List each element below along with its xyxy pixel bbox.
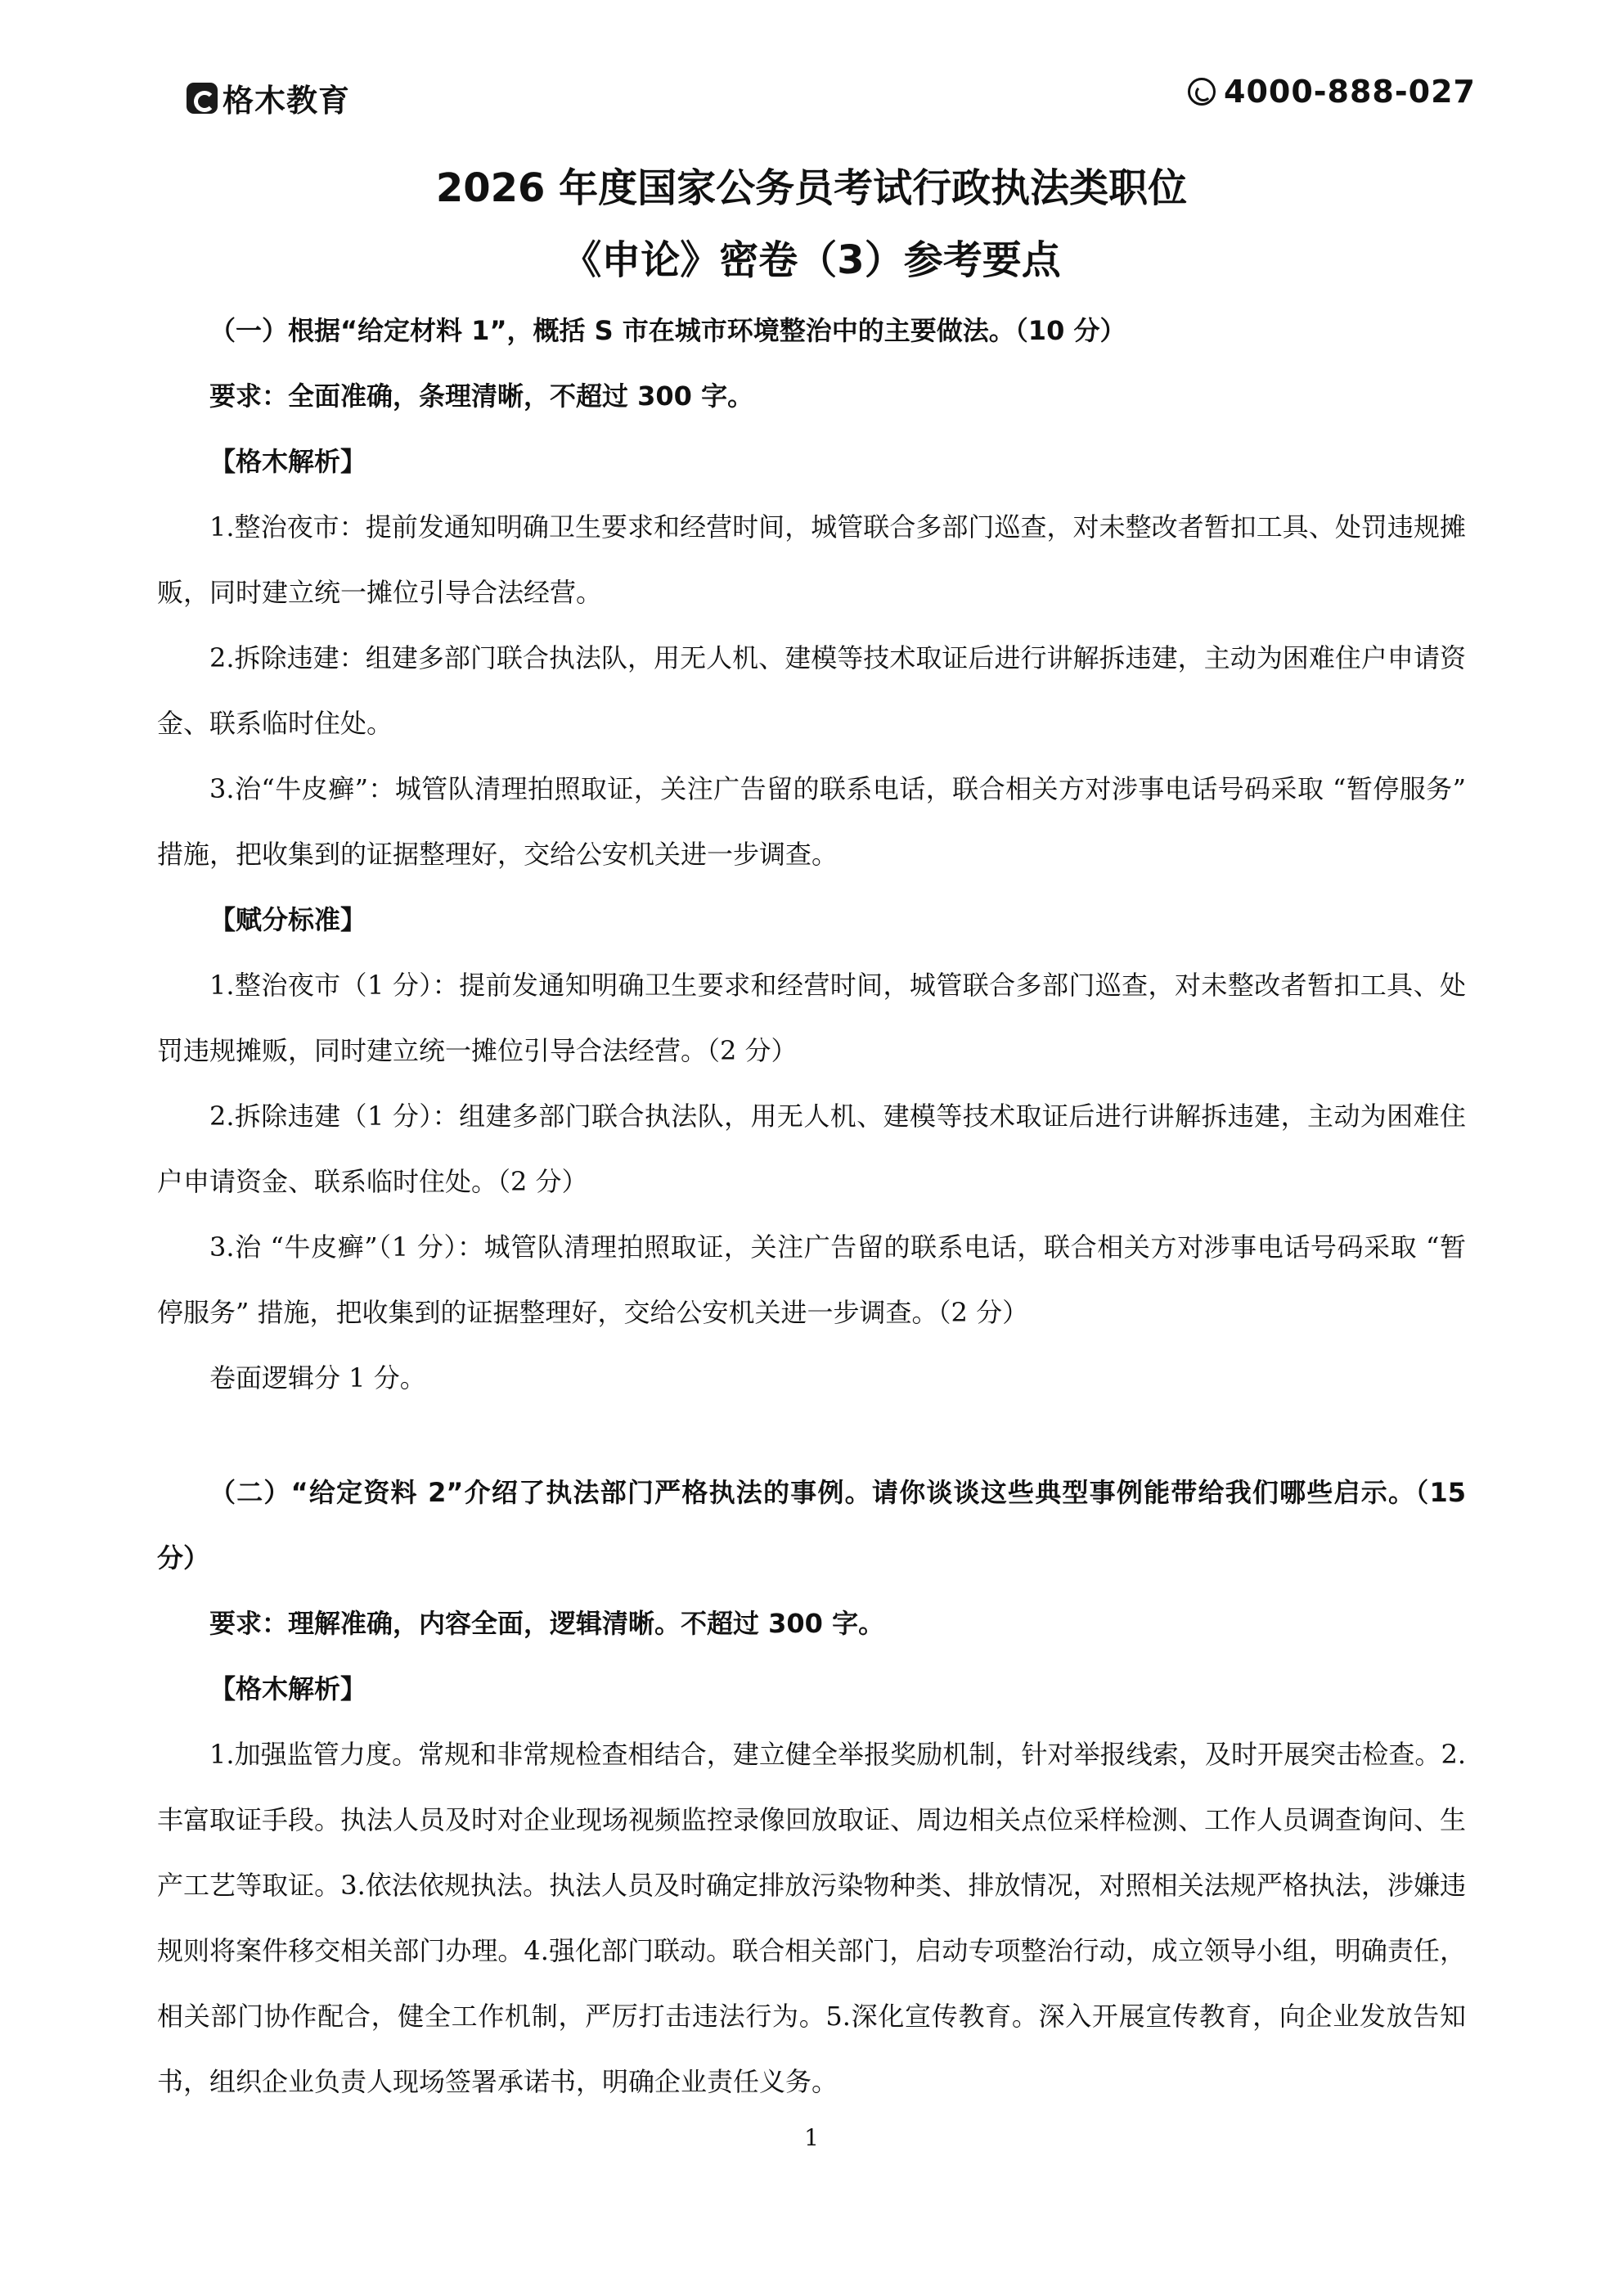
page-header	[0, 0, 1623, 164]
q1-scoring-item: 1.整治夜市（1 分）：提前发通知明确卫生要求和经营时间，城管联合多部门巡查，对未整改者暂扣工具、处罚违规摊贩，同时建立统一摊位引导合法经营。（2 分）	[157, 970, 1466, 1066]
brand-logo-icon	[187, 83, 218, 114]
brand-logo	[187, 75, 350, 120]
document-title-line2: 《申论》密卷（3）参考要点	[562, 237, 1061, 283]
q1-requirement: 要求：全面准确，条理清晰，不超过 300 字。	[209, 380, 754, 412]
q1-analysis-item: 2.拆除违建：组建多部门联合执法队，用无人机、建模等技术取证后进行讲解拆违建，主动为困难住户申请资金、联系临时住处。	[157, 642, 1466, 739]
hotline	[1188, 74, 1476, 110]
q1-analysis-item: 1.整治夜市：提前发通知明确卫生要求和经营时间，城管联合多部门巡查，对未整改者暂扣工具、处罚违规摊贩，同时建立统一摊位引导合法经营。	[157, 511, 1466, 608]
page-number: 1	[804, 2124, 819, 2151]
document-title-line1: 2026 年度国家公务员考试行政执法类职位	[435, 165, 1188, 211]
section-gap	[157, 1411, 1466, 1460]
q1-analysis-heading: 【格木解析】	[209, 446, 367, 477]
phone-number: 4000-888-027	[1224, 74, 1476, 110]
q1-analysis-item: 3.治“牛皮癣”：城管队清理拍照取证，关注广告留的联系电话，联合相关方对涉事电话号码采取 “暂停服务” 措施，把收集到的证据整理好，交给公安机关进一步调查。	[157, 773, 1466, 870]
q2-question: （二）“给定资料 2”介绍了执法部门严格执法的事例。请你谈谈这些典型事例能带给我们哪些启示。（15 分）	[157, 1477, 1466, 1573]
q1-scoring-item: 3.治 “牛皮癣”（1 分）：城管队清理拍照取证，关注广告留的联系电话，联合相关方对涉事电话号码采取 “暂停服务” 措施，把收集到的证据整理好，交给公安机关进一步调查。（2 分）	[157, 1231, 1466, 1328]
q1-scoring-item: 卷面逻辑分 1 分。	[209, 1362, 426, 1393]
q1-scoring-heading: 【赋分标准】	[209, 904, 367, 935]
q1-scoring-item: 2.拆除违建（1 分）：组建多部门联合执法队，用无人机、建模等技术取证后进行讲解拆违建，主动为困难住户申请资金、联系临时住处。（2 分）	[157, 1101, 1466, 1197]
phone-icon	[1188, 78, 1216, 106]
q2-requirement: 要求：理解准确，内容全面，逻辑清晰。不超过 300 字。	[209, 1608, 885, 1639]
q2-analysis-heading: 【格木解析】	[209, 1673, 367, 1704]
q2-analysis: 1.加强监管力度。常规和非常规检查相结合，建立健全举报奖励机制，针对举报线索，及时开展突击检查。2. 丰富取证手段。执法人员及时对企业现场视频监控录像回放取证、周边相关点位采样检测、工作人员调查询问、生产工艺等取证。3.依法依规执法。执法人员及时确定排放污染物种类、排放情况，对照相关法规严格执法，涉嫌违规则将案件移交相关部门办理。4.强化部门联动。联合相关部门，启动专项整治行动，成立领导小组，明确责任，相关部门协作配合，健全工作机制，严厉打击违法行为。5.深化宣传教育。深入开展宣传教育，向企业发放告知书，组织企业负责人现场签署承诺书，明确企业责任义务。	[157, 1739, 1467, 2097]
document-body	[157, 162, 1466, 2114]
brand-name: 格木教育	[223, 83, 351, 119]
q1-question: （一）根据“给定材料 1”，概括 S 市在城市环境整治中的主要做法。（10 分）	[209, 315, 1126, 346]
